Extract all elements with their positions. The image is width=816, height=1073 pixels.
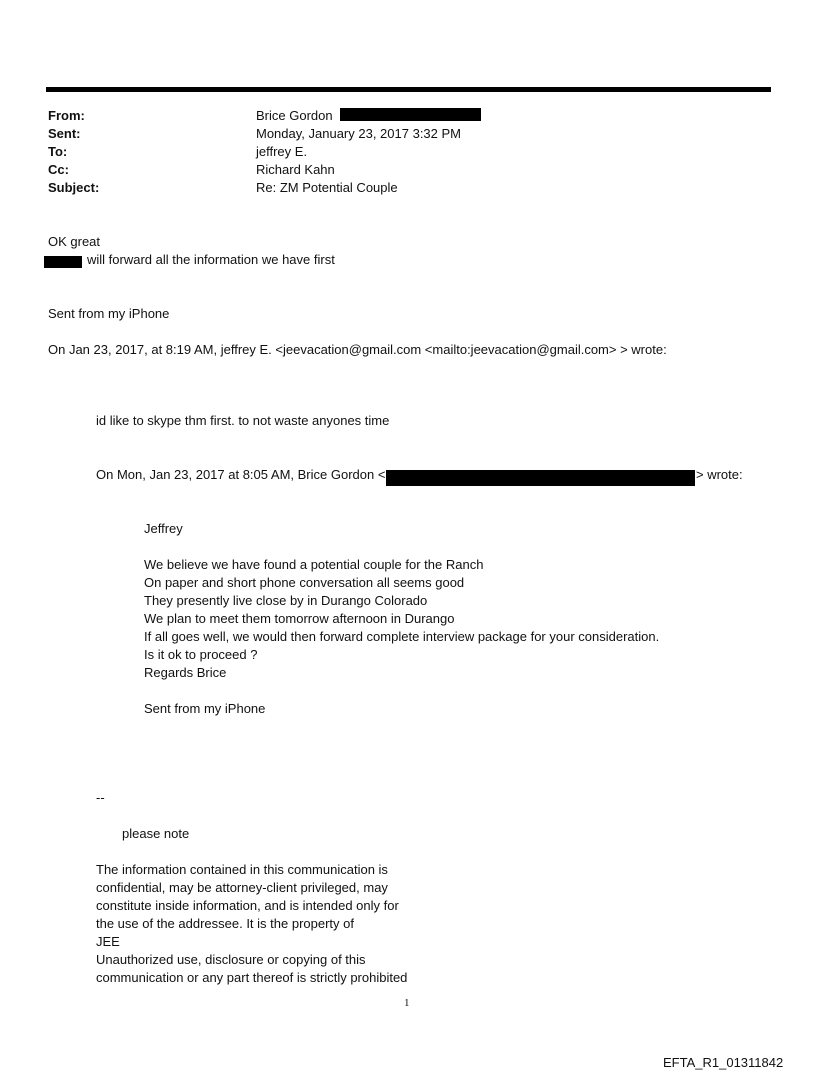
brice-line: If all goes well, we would then forward complete interview package for your consideration.: [144, 629, 660, 644]
redaction-block: [340, 108, 481, 121]
disclaimer-line: the use of the addressee. It is the property of: [96, 916, 354, 931]
disclaimer-line: Unauthorized use, disclosure or copying of this: [96, 952, 366, 967]
signature-separator: --: [96, 790, 105, 805]
page-number: 1: [404, 997, 410, 1009]
quote-intro: On Jan 23, 2017, at 8:19 AM, jeffrey E. <jeevacation@gmail.com <mailto:jeevacation@gmail.com> > wrote:: [48, 342, 667, 357]
reply-line-2: will forward all the information we have first: [87, 252, 335, 267]
to-value: jeffrey E.: [256, 144, 308, 159]
brice-greeting: Jeffrey: [144, 521, 183, 536]
from-value: Brice Gordon: [256, 108, 333, 123]
disclaimer-line: JEE: [96, 934, 120, 949]
redaction-block: [386, 470, 695, 486]
disclaimer-line: constitute inside information, and is intended only for: [96, 898, 399, 913]
brice-line: Is it ok to proceed ?: [144, 647, 258, 662]
please-note: please note: [122, 826, 190, 841]
brice-line: Regards Brice: [144, 665, 227, 680]
nested-quote-intro-start: On Mon, Jan 23, 2017 at 8:05 AM, Brice Gordon <: [96, 467, 386, 482]
disclaimer-line: The information contained in this communication is: [96, 862, 388, 877]
redaction-block: [44, 256, 82, 268]
cc-label: Cc:: [48, 162, 69, 177]
subject-value: Re: ZM Potential Couple: [256, 180, 398, 195]
from-label: From:: [48, 108, 85, 123]
sent-label: Sent:: [48, 126, 81, 141]
nested-quote-intro-end: > wrote:: [696, 467, 743, 482]
brice-line: We believe we have found a potential couple for the Ranch: [144, 557, 484, 572]
subject-label: Subject:: [48, 180, 100, 195]
jeffrey-message-body: id like to skype thm first. to not waste anyones time: [96, 413, 390, 428]
brice-signature: Sent from my iPhone: [144, 701, 266, 716]
document-id: EFTA_R1_01311842: [663, 1055, 784, 1070]
brice-line: On paper and short phone conversation all seems good: [144, 575, 465, 590]
brice-line: We plan to meet them tomorrow afternoon in Durango: [144, 611, 455, 626]
cc-value: Richard Kahn: [256, 162, 335, 177]
disclaimer-line: confidential, may be attorney-client privileged, may: [96, 880, 388, 895]
reply-line-1: OK great: [48, 234, 101, 249]
reply-signature: Sent from my iPhone: [48, 306, 170, 321]
to-label: To:: [48, 144, 68, 159]
brice-line: They presently live close by in Durango Colorado: [144, 593, 428, 608]
disclaimer-line: communication or any part thereof is strictly prohibited: [96, 970, 408, 985]
sent-value: Monday, January 23, 2017 3:32 PM: [256, 126, 461, 141]
header-rule: [46, 87, 771, 92]
